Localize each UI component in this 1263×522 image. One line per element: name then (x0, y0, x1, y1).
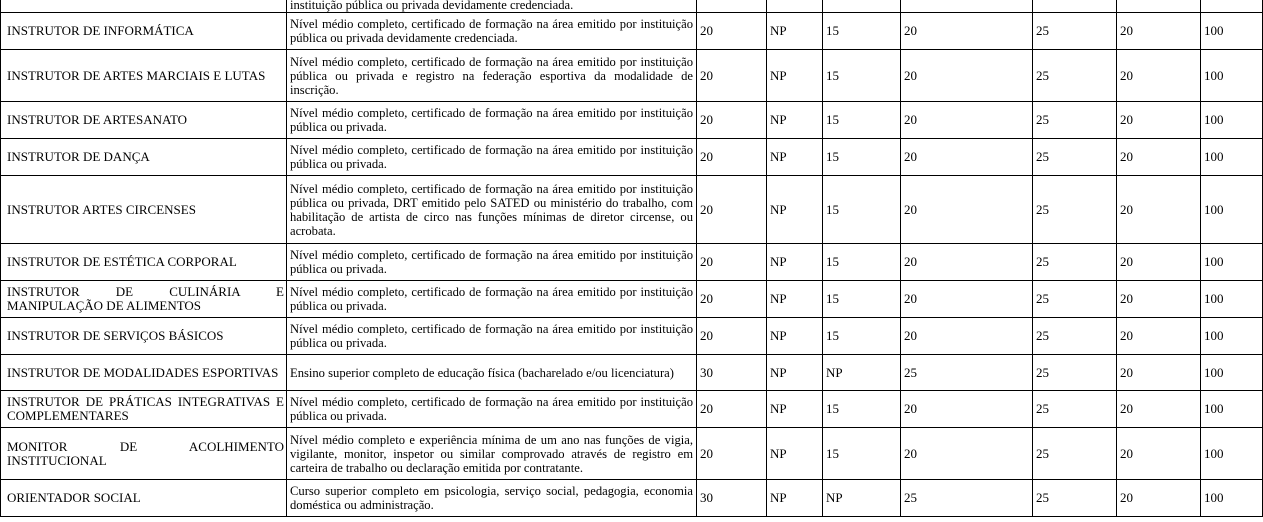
cargo-cell: MONITOR DE ACOLHIMENTO INSTITUCIONAL (1, 428, 287, 480)
cargo-cell: INSTRUTOR DE ESTÉTICA CORPORAL (1, 244, 287, 281)
table-row (1, 281, 1263, 318)
value-cell-4: 20 (901, 244, 1033, 281)
requirement-cell: Nível médio completo, certificado de formação na área emitido por instituição pública ou privada, DRT emitido pelo SATED ou ministério do trabalho, com habilitação de artista de circo nas funções mínimas de diretor circense, ou acrobata. (287, 176, 697, 244)
total-cell: 100 (1201, 139, 1263, 176)
cargo-cell: INSTRUTOR DE PRÁTICAS INTEGRATIVAS E COMPLEMENTARES (1, 391, 287, 428)
value-cell-3: 15 (823, 428, 901, 480)
table-row (1, 0, 1263, 13)
value-cell-1: 20 (697, 176, 767, 244)
requirement-cell: Nível médio completo, certificado de formação na área emitido por instituição pública ou privada. (287, 102, 697, 139)
value-cell-2: NP (767, 102, 823, 139)
value-cell-2: NP (767, 355, 823, 391)
total-cell: 100 (1201, 176, 1263, 244)
requirement-cell: Nível médio completo e experiência mínima de um ano nas funções de vigia, vigilante, monitor, inspetor ou similar comprovado através de registro em carteira de trabalho ou declaração emitida por contratante. (287, 428, 697, 480)
cargo-cell: INSTRUTOR DE DANÇA (1, 139, 287, 176)
value-cell-3: 15 (823, 176, 901, 244)
table-row (1, 102, 1263, 139)
total-cell: 100 (1201, 391, 1263, 428)
cargo-cell: INSTRUTOR DE ARTESANATO (1, 102, 287, 139)
value-cell-5: 25 (1033, 176, 1117, 244)
value-cell-1: 30 (697, 480, 767, 517)
value-cell-5: 25 (1033, 355, 1117, 391)
value-cell-6: 20 (1117, 318, 1201, 355)
table-row (1, 355, 1263, 391)
value-cell-3: 15 (823, 13, 901, 50)
cargo-cell (1, 0, 287, 13)
value-cell-2: NP (767, 139, 823, 176)
requirement-cell: Nível médio completo, certificado de formação na área emitido por instituição pública ou privada e registro na federação esportiva da modalidade de inscrição. (287, 50, 697, 102)
value-cell-5: 25 (1033, 244, 1117, 281)
value-cell-1: 20 (697, 281, 767, 318)
value-cell-1: 20 (697, 139, 767, 176)
value-cell-4: 25 (901, 355, 1033, 391)
value-cell-4: 25 (901, 480, 1033, 517)
requirement-cell: Nível médio completo, certificado de formação na área emitido por instituição pública ou privada. (287, 391, 697, 428)
requirement-cell: Nível médio completo, certificado de formação na área emitido por instituição pública ou privada devidamente credenciada. (287, 13, 697, 50)
value-cell-6: 20 (1117, 355, 1201, 391)
value-cell-3 (823, 0, 901, 13)
value-cell-5: 25 (1033, 50, 1117, 102)
cargo-cell: INSTRUTOR DE CULINÁRIA E MANIPULAÇÃO DE ALIMENTOS (1, 281, 287, 318)
table-row (1, 318, 1263, 355)
total-cell: 100 (1201, 50, 1263, 102)
value-cell-4: 20 (901, 318, 1033, 355)
value-cell-1: 20 (697, 102, 767, 139)
value-cell-6: 20 (1117, 139, 1201, 176)
value-cell-5: 25 (1033, 13, 1117, 50)
value-cell-3: 15 (823, 281, 901, 318)
value-cell-1: 20 (697, 391, 767, 428)
value-cell-6: 20 (1117, 428, 1201, 480)
requirement-cell: Nível médio completo, certificado de formação na área emitido por instituição pública ou privada. (287, 281, 697, 318)
value-cell-6: 20 (1117, 50, 1201, 102)
value-cell-5: 25 (1033, 281, 1117, 318)
total-cell: 100 (1201, 281, 1263, 318)
value-cell-2: NP (767, 391, 823, 428)
table-row (1, 428, 1263, 480)
requirement-cell: Nível médio completo, certificado de formação na área emitido por instituição pública ou privada. (287, 139, 697, 176)
value-cell-6: 20 (1117, 176, 1201, 244)
value-cell-6 (1117, 0, 1201, 13)
table-row (1, 139, 1263, 176)
value-cell-4: 20 (901, 13, 1033, 50)
value-cell-3: 15 (823, 244, 901, 281)
value-cell-3: NP (823, 480, 901, 517)
value-cell-2: NP (767, 428, 823, 480)
value-cell-4: 20 (901, 139, 1033, 176)
value-cell-3: 15 (823, 391, 901, 428)
table-row (1, 391, 1263, 428)
value-cell-6: 20 (1117, 480, 1201, 517)
cargo-cell: INSTRUTOR DE ARTES MARCIAIS E LUTAS (1, 50, 287, 102)
value-cell-1: 20 (697, 50, 767, 102)
value-cell-6: 20 (1117, 281, 1201, 318)
value-cell-2: NP (767, 13, 823, 50)
value-cell-2: NP (767, 281, 823, 318)
value-cell-1: 20 (697, 13, 767, 50)
value-cell-4: 20 (901, 428, 1033, 480)
value-cell-2: NP (767, 244, 823, 281)
requirement-cell: Nível médio completo, certificado de formação na área emitido por instituição pública ou privada. (287, 244, 697, 281)
value-cell-3: NP (823, 355, 901, 391)
table-row (1, 244, 1263, 281)
total-cell: 100 (1201, 244, 1263, 281)
value-cell-3: 15 (823, 318, 901, 355)
requirement-cell: instituição pública ou privada devidamente credenciada. (287, 0, 697, 13)
value-cell-6: 20 (1117, 391, 1201, 428)
value-cell-1 (697, 0, 767, 13)
total-cell: 100 (1201, 13, 1263, 50)
value-cell-6: 20 (1117, 244, 1201, 281)
value-cell-2: NP (767, 480, 823, 517)
total-cell: 100 (1201, 102, 1263, 139)
total-cell: 100 (1201, 480, 1263, 517)
value-cell-5: 25 (1033, 428, 1117, 480)
value-cell-3: 15 (823, 50, 901, 102)
value-cell-1: 20 (697, 428, 767, 480)
value-cell-5: 25 (1033, 480, 1117, 517)
cargo-cell: INSTRUTOR DE INFORMÁTICA (1, 13, 287, 50)
table-row (1, 13, 1263, 50)
total-cell: 100 (1201, 428, 1263, 480)
cargo-cell: ORIENTADOR SOCIAL (1, 480, 287, 517)
value-cell-4: 20 (901, 102, 1033, 139)
value-cell-4: 20 (901, 281, 1033, 318)
value-cell-1: 20 (697, 318, 767, 355)
table-row (1, 480, 1263, 517)
cargo-cell: INSTRUTOR DE SERVIÇOS BÁSICOS (1, 318, 287, 355)
value-cell-2: NP (767, 318, 823, 355)
total-cell (1201, 0, 1263, 13)
value-cell-4: 20 (901, 50, 1033, 102)
value-cell-6: 20 (1117, 13, 1201, 50)
value-cell-4 (901, 0, 1033, 13)
value-cell-5: 25 (1033, 318, 1117, 355)
value-cell-4: 20 (901, 176, 1033, 244)
value-cell-2: NP (767, 176, 823, 244)
value-cell-2 (767, 0, 823, 13)
value-cell-1: 20 (697, 244, 767, 281)
value-cell-5 (1033, 0, 1117, 13)
table-row (1, 50, 1263, 102)
total-cell: 100 (1201, 355, 1263, 391)
cargo-cell: INSTRUTOR DE MODALIDADES ESPORTIVAS (1, 355, 287, 391)
table-row (1, 176, 1263, 244)
value-cell-5: 25 (1033, 102, 1117, 139)
requirement-cell: Curso superior completo em psicologia, serviço social, pedagogia, economia doméstica ou administração. (287, 480, 697, 517)
value-cell-3: 15 (823, 102, 901, 139)
value-cell-2: NP (767, 50, 823, 102)
cargo-cell: INSTRUTOR ARTES CIRCENSES (1, 176, 287, 244)
value-cell-5: 25 (1033, 139, 1117, 176)
total-cell: 100 (1201, 318, 1263, 355)
value-cell-5: 25 (1033, 391, 1117, 428)
value-cell-4: 20 (901, 391, 1033, 428)
value-cell-1: 30 (697, 355, 767, 391)
requirement-cell: Ensino superior completo de educação física (bacharelado e/ou licenciatura) (287, 355, 697, 391)
value-cell-6: 20 (1117, 102, 1201, 139)
value-cell-3: 15 (823, 139, 901, 176)
requirement-cell: Nível médio completo, certificado de formação na área emitido por instituição pública ou privada. (287, 318, 697, 355)
